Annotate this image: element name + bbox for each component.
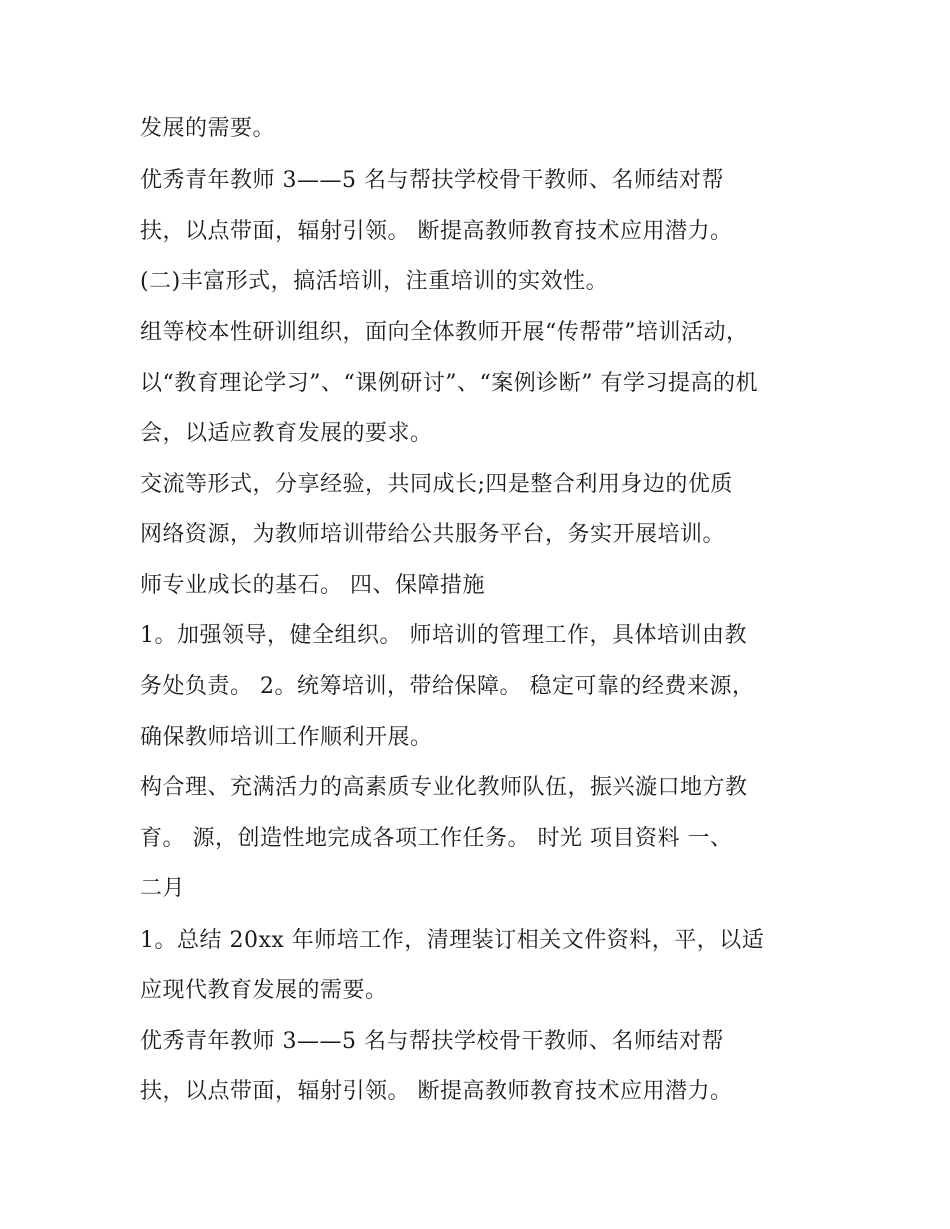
text-line: 网络资源，为教师培训带给公共服务平台，务实开展培训。 — [140, 522, 726, 547]
text-line: 发展的需要。 — [140, 116, 276, 141]
text-line: (二)丰富形式，搞活培训，注重培训的实效性。 — [140, 269, 609, 294]
text-line: 优秀青年教师 3——5 名与帮扶学校骨干教师、名师结对帮 — [140, 168, 724, 193]
text-line: 确保教师培训工作顺利开展。 — [140, 725, 433, 750]
text-line: 应现代教育发展的需要。 — [140, 978, 388, 1003]
text-line: 1。总结 20xx 年师培工作，清理装订相关文件资料，平，以适 — [140, 928, 765, 953]
text-line: 会，以适应教育发展的要求。 — [140, 421, 433, 446]
text-line: 优秀青年教师 3——5 名与帮扶学校骨干教师、名师结对帮 — [140, 1029, 724, 1054]
text-line: 务处负责。 2。统筹培训，带给保障。 稳定可靠的经费来源， — [140, 674, 755, 699]
text-line: 师专业成长的基石。 四、保障措施 — [140, 573, 485, 598]
text-line: 扶，以点带面，辐射引领。 断提高教师教育技术应用潜力。 — [140, 1079, 733, 1104]
text-line: 育。 源，创造性地完成各项工作任务。 时光 项目资料 一、 — [140, 826, 733, 851]
text-line: 组等校本性研训组织，面向全体教师开展“传帮带”培训活动， — [140, 320, 749, 345]
text-line: 扶，以点带面，辐射引领。 断提高教师教育技术应用潜力。 — [140, 219, 733, 244]
text-line: 构合理、充满活力的高素质专业化教师队伍，振兴漩口地方教 — [140, 775, 748, 800]
text-line: 1。加强领导，健全组织。 师培训的管理工作，具体培训由教 — [140, 623, 747, 648]
text-line: 以“教育理论学习”、“课例研讨”、“案例诊断” 有学习提高的机 — [140, 371, 758, 396]
text-line: 二月 — [140, 876, 186, 901]
text-line: 交流等形式，分享经验，共同成长;四是整合利用身边的优质 — [140, 472, 733, 497]
